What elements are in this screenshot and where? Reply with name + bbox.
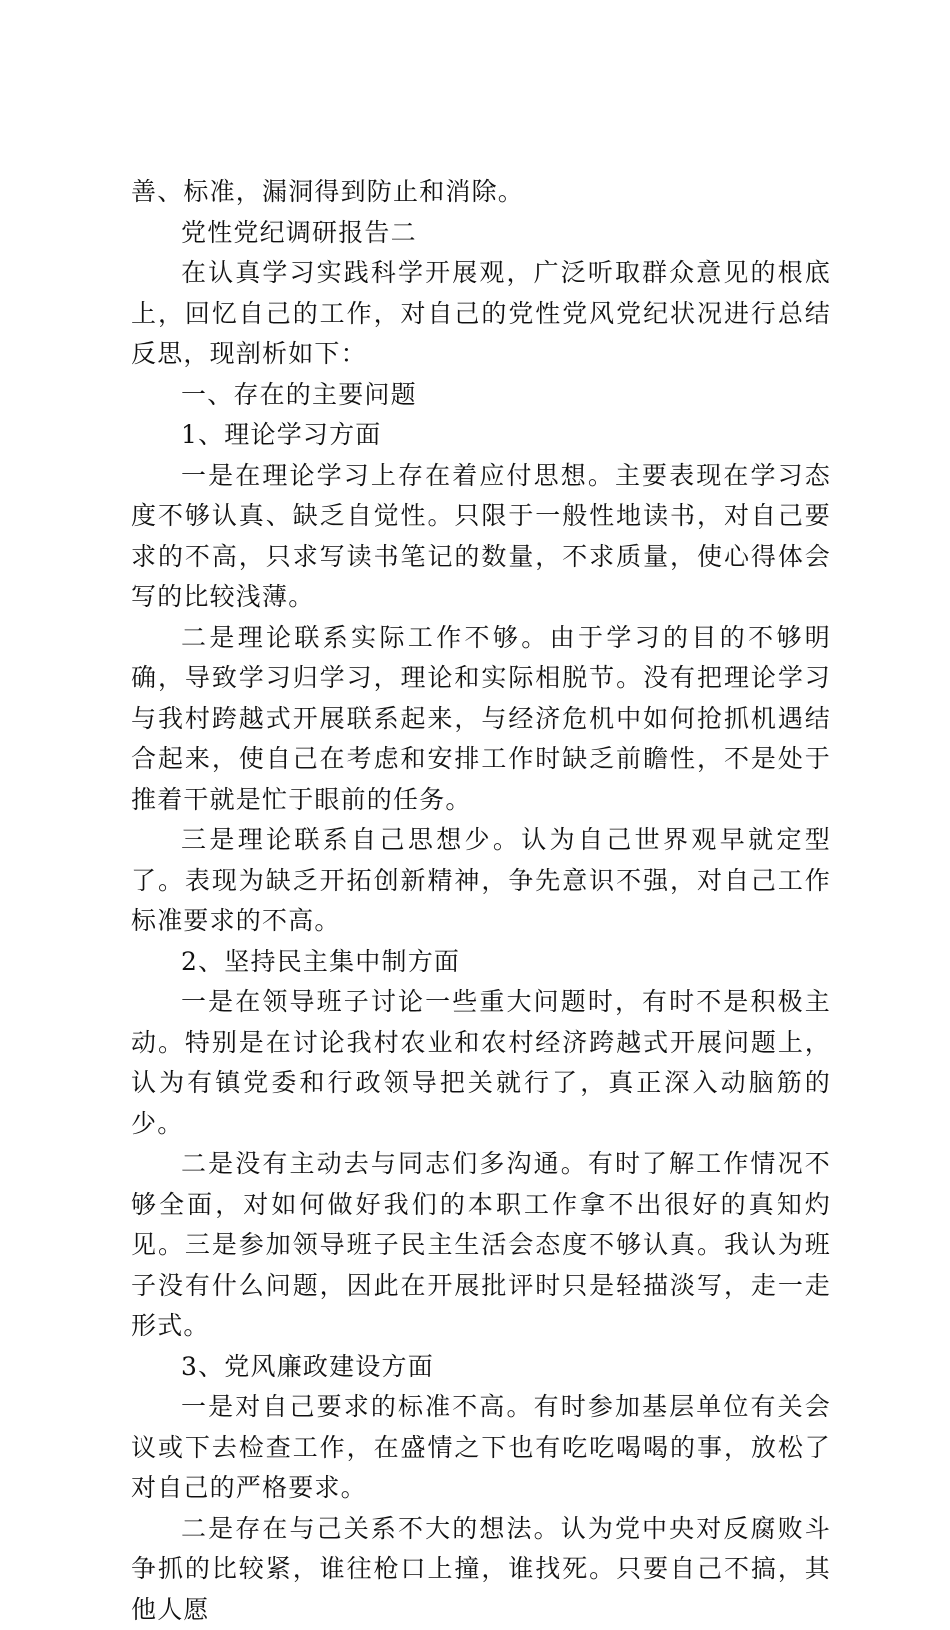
- subsection-heading-clean-government: 3、党风廉政建设方面: [131, 1347, 831, 1388]
- subsection-heading-theory-study: 1、理论学习方面: [131, 415, 831, 456]
- document-body: [131, 172, 831, 1630]
- paragraph: 一是在领导班子讨论一些重大问题时，有时不是积极主动。特别是在讨论我村农业和农村经济跨越式开展问题上，认为有镇党委和行政领导把关就行了，真正深入动脑筋的少。: [131, 982, 831, 1144]
- paragraph-continuation: 善、标准，漏洞得到防止和消除。: [131, 172, 831, 213]
- paragraph: 三是理论联系自己思想少。认为自己世界观早就定型了。表现为缺乏开拓创新精神，争先意识不强，对自己工作标准要求的不高。: [131, 820, 831, 942]
- report-title: 党性党纪调研报告二: [131, 213, 831, 254]
- paragraph: 二是理论联系实际工作不够。由于学习的目的不够明确，导致学习归学习，理论和实际相脱节。没有把理论学习与我村跨越式开展联系起来，与经济危机中如何抢抓机遇结合起来，使自己在考虑和安排工作时缺乏前瞻性，不是处于推着干就是忙于眼前的任务。: [131, 618, 831, 821]
- subsection-heading-democratic-centralism: 2、坚持民主集中制方面: [131, 942, 831, 983]
- paragraph-intro: 在认真学习实践科学开展观，广泛听取群众意见的根底上，回忆自己的工作，对自己的党性党风党纪状况进行总结反思，现剖析如下：: [131, 253, 831, 375]
- section-heading-main-problems: 一、存在的主要问题: [131, 375, 831, 416]
- paragraph: 二是没有主动去与同志们多沟通。有时了解工作情况不够全面，对如何做好我们的本职工作拿不出很好的真知灼见。三是参加领导班子民主生活会态度不够认真。我认为班子没有什么问题，因此在开展批评时只是轻描淡写，走一走形式。: [131, 1144, 831, 1347]
- paragraph: 一是对自己要求的标准不高。有时参加基层单位有关会议或下去检查工作，在盛情之下也有吃吃喝喝的事，放松了对自己的严格要求。: [131, 1387, 831, 1509]
- paragraph: 一是在理论学习上存在着应付思想。主要表现在学习态度不够认真、缺乏自觉性。只限于一般性地读书，对自己要求的不高，只求写读书笔记的数量，不求质量，使心得体会写的比较浅薄。: [131, 456, 831, 618]
- paragraph: 二是存在与己关系不大的想法。认为党中央对反腐败斗争抓的比较紧，谁往枪口上撞，谁找死。只要自己不搞，其他人愿: [131, 1509, 831, 1630]
